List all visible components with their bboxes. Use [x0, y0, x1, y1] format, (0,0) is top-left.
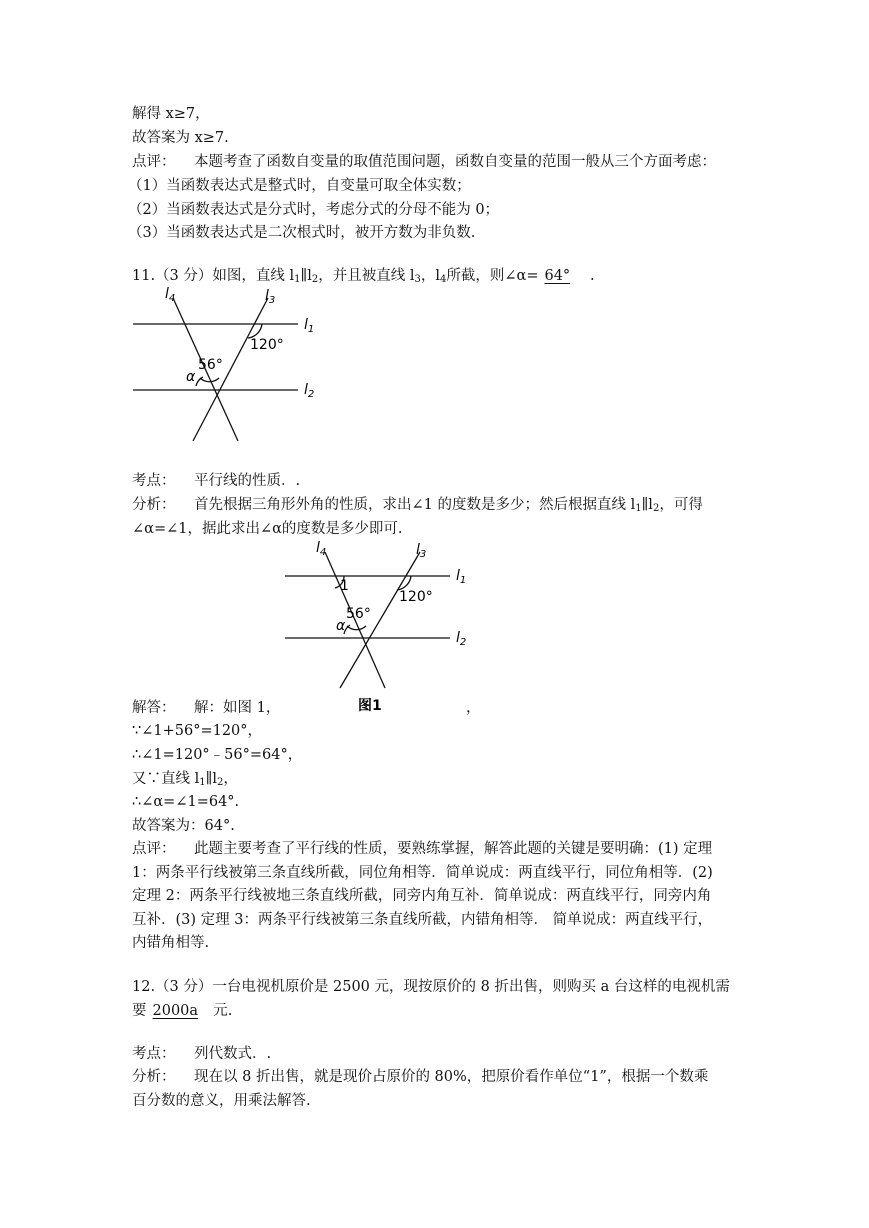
analysis-text: 分析： 现在以 8 折出售，就是现价占原价的 80%，把原价看作单位“1”，根据一个数乘	[132, 1069, 709, 1085]
angle-1: 1	[340, 578, 349, 594]
figure-caption: 图1	[358, 698, 382, 714]
comment-text: 本题考查了函数自变量的取值范围问题，函数自变量的范围一般从三个方面考虑：	[194, 154, 716, 170]
angle-120: 120°	[399, 589, 433, 605]
comment-line: 定理 2：两条平行线被地三条直线所截，同旁内角互补．简单说成：两直线平行，同旁内角	[132, 888, 712, 904]
analysis-text: 分析： 首先根据三角形外角的性质，求出∠1 的度数是多少；然后根据直线 $l_1\parallel l_2$，可得	[132, 497, 703, 514]
analysis-point: 考点： 列代数式．.	[132, 1046, 272, 1062]
figure-1-annotated	[280, 538, 480, 718]
comment-line: 1：两条平行线被第三条直线所截，同位角相等．简单说成：两直线平行，同位角相等．(2)	[132, 865, 713, 881]
angle-alpha: α	[336, 618, 346, 634]
answer-blank: 2000a	[152, 1003, 199, 1019]
text-line: （1）当函数表达式是整式时，自变量可取全体实数；	[128, 178, 471, 194]
label-l3: $l_3$	[265, 288, 276, 306]
label-l4: $l_4$	[316, 540, 327, 558]
analysis-point: 考点： 平行线的性质．.	[132, 473, 301, 489]
label-l1: $l_1$	[304, 317, 315, 335]
comment-line: 点评： 此题主要考查了平行线的性质，要熟练掌握，解答此题的关键是要明确：(1) 定理	[132, 841, 713, 857]
analysis-text: ∠α=∠1，据此求出∠α的度数是多少即可.	[132, 521, 403, 537]
text-line: （2）当函数表达式是分式时，考虑分式的分母不能为 0；	[128, 202, 500, 218]
answer-blank: 64°	[544, 268, 571, 284]
angle-56: 56°	[198, 357, 223, 373]
comment-line: 互补．(3) 定理 3：两条平行线被第三条直线所截，内错角相等． 简单说成：两直线平行，	[132, 912, 713, 928]
solution-step: 又∵直线 $l_1\parallel l_2$，	[132, 771, 238, 788]
label-l1: $l_1$	[456, 568, 467, 586]
angle-56: 56°	[346, 606, 371, 622]
solution-step: ∴∠1=120°﹣56°=64°，	[132, 747, 303, 763]
solution-step: ∴∠α=∠1=64°.	[132, 794, 240, 810]
text-line: 解得 x≥7，	[132, 106, 210, 122]
solution-step: 故答案为：64°.	[132, 818, 235, 834]
question-12: 12.（3 分）一台电视机原价是 2500 元，现按原价的 8 折出售，则购买 a 台这样的电视机需	[132, 979, 730, 995]
analysis-text: 百分数的意义，用乘法解答.	[132, 1093, 311, 1109]
label-l2: $l_2$	[304, 382, 315, 400]
figure-parallel-lines	[128, 286, 328, 446]
text-line: 故答案为 x≥7.	[132, 130, 229, 146]
comment-line: 内错角相等.	[132, 935, 210, 951]
solution-line: 解答： 解：如图 1，	[132, 700, 281, 716]
label-l4: $l_4$	[165, 286, 176, 304]
question-12-answer: 要 2000a 元.	[132, 1003, 233, 1019]
comment-label: 点评：	[132, 154, 176, 170]
angle-alpha: α	[186, 369, 196, 385]
solution-step: ∵∠1+56°=120°，	[132, 723, 263, 739]
solution-comma: ，	[466, 700, 481, 716]
angle-120: 120°	[250, 337, 284, 353]
label-l3: $l_3$	[416, 542, 427, 560]
label-l2: $l_2$	[456, 630, 467, 648]
text-line: （3）当函数表达式是二次根式时，被开方数为非负数.	[128, 225, 476, 241]
comment-line	[132, 151, 716, 173]
question-11: 11.（3 分）如图，直线 $l_1\parallel l_2$，并且被直线 $l_3$，$l_4$所截，则∠α= 64° .	[132, 268, 595, 285]
